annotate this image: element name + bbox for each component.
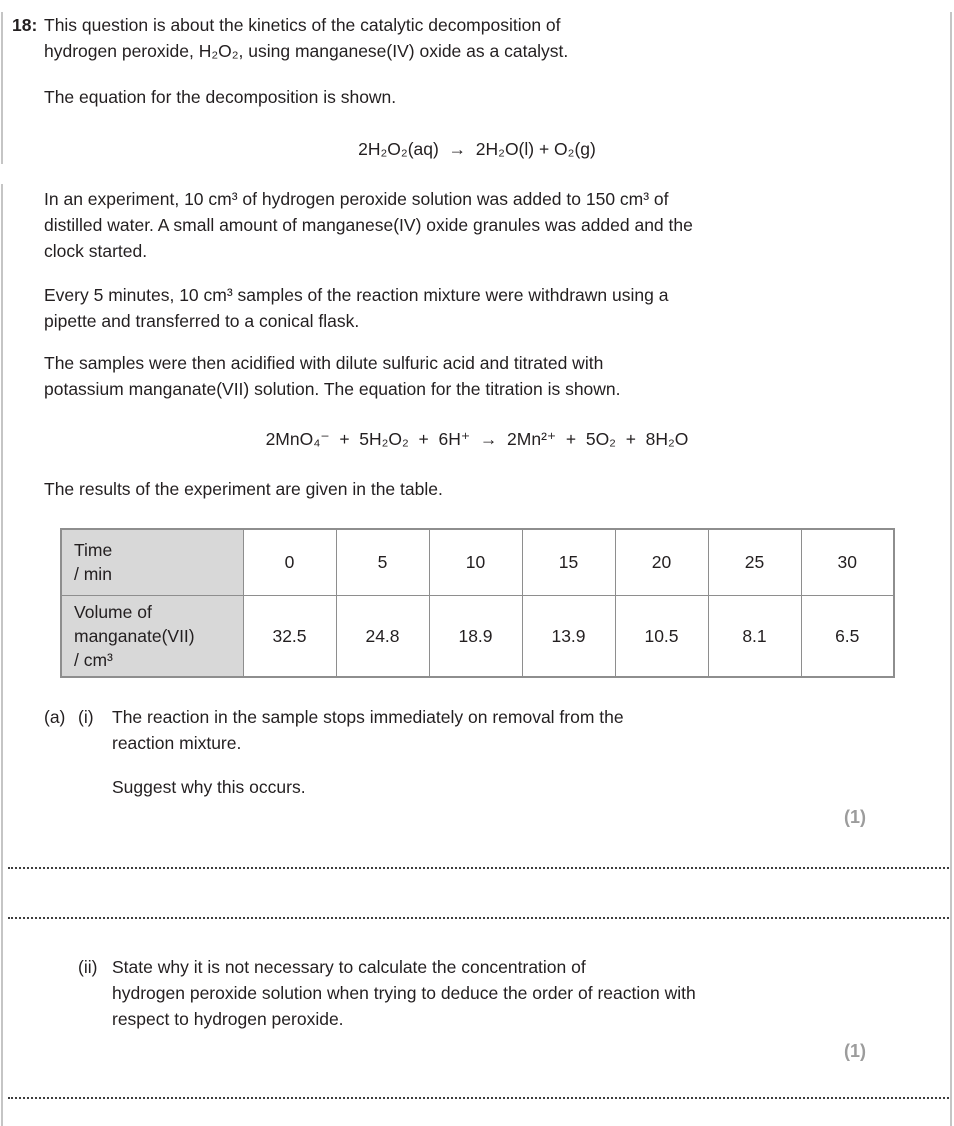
question-number: 18: (12, 15, 38, 35)
text-line: distilled water. A small amount of manganese(IV) oxide granules was added and the (44, 215, 693, 235)
table-row-time (61, 529, 894, 595)
table-cell: 13.9 (522, 595, 615, 677)
table-cell: 10.5 (615, 595, 708, 677)
text-line: potassium manganate(VII) solution. The equation for the titration is shown. (44, 379, 621, 399)
part-a-i (44, 704, 894, 756)
table-header-label: manganate(VII) (74, 625, 195, 646)
experiment-paragraph (44, 186, 898, 264)
table-cell: 25 (708, 529, 801, 595)
answer-line (8, 867, 949, 869)
text-line: The reaction in the sample stops immediately on removal from the (112, 707, 624, 727)
table-cell: 10 (429, 529, 522, 595)
text-line: reaction mixture. (112, 733, 242, 753)
table-cell: 30 (801, 529, 894, 595)
text-line: hydrogen peroxide solution when trying to deduce the order of reaction with (112, 983, 696, 1003)
part-ii-text (112, 954, 894, 1032)
page-border-left-upper (1, 12, 3, 164)
text-line: This question is about the kinetics of the catalytic decomposition of (44, 15, 561, 35)
answer-line (8, 1097, 949, 1099)
part-i-label: (i) (78, 707, 94, 727)
text-line: In an experiment, 10 cm³ of hydrogen peroxide solution was added to 150 cm³ of (44, 189, 669, 209)
marks-part-i: (1) (844, 807, 866, 827)
part-i-prompt: Suggest why this occurs. (112, 777, 306, 797)
part-ii-label: (ii) (78, 957, 98, 977)
text-line: State why it is not necessary to calculate the concentration of (112, 957, 586, 977)
table-cell: 32.5 (243, 595, 336, 677)
table-header-unit: / cm³ (74, 649, 113, 670)
question-intro-text (44, 12, 898, 64)
table-cell: 15 (522, 529, 615, 595)
page-border-right (950, 12, 952, 1126)
table-cell: 8.1 (708, 595, 801, 677)
question-intro (12, 12, 898, 64)
titration-equation: 2MnO₄⁻ + 5H₂O₂ + 6H⁺ → 2Mn²⁺ + 5O₂ + 8H₂O (265, 429, 689, 449)
decomposition-equation-intro: The equation for the decomposition is shown. (44, 87, 397, 107)
answer-line (8, 917, 949, 919)
results-table (60, 528, 895, 678)
table-cell: 6.5 (801, 595, 894, 677)
text-line: The samples were then acidified with dilute sulfuric acid and titrated with (44, 353, 604, 373)
table-cell: 18.9 (429, 595, 522, 677)
table-row-volume (61, 595, 894, 677)
part-i-text (112, 704, 894, 756)
decomposition-equation: 2H₂O₂(aq) → 2H₂O(l) + O₂(g) (358, 139, 596, 159)
page-border-left-lower (1, 184, 3, 1126)
table-header-unit: / min (74, 564, 112, 585)
text-line: Every 5 minutes, 10 cm³ samples of the reaction mixture were withdrawn using a (44, 285, 669, 305)
text-line: clock started. (44, 241, 148, 261)
sampling-paragraph (44, 282, 898, 334)
titration-paragraph (44, 350, 898, 402)
table-cell: 5 (336, 529, 429, 595)
results-intro: The results of the experiment are given in the table. (44, 479, 443, 499)
table-cell: 24.8 (336, 595, 429, 677)
text-line: pipette and transferred to a conical flask. (44, 311, 360, 331)
table-header-volume (61, 595, 243, 677)
table-cell: 20 (615, 529, 708, 595)
part-a-label: (a) (44, 707, 66, 727)
table-header-label: Time (74, 540, 113, 561)
marks-part-ii: (1) (844, 1041, 866, 1061)
table-header-label: Volume of (74, 601, 152, 622)
table-header-time (61, 529, 243, 595)
text-line: hydrogen peroxide, H₂O₂, using manganese(IV) oxide as a catalyst. (44, 41, 569, 61)
text-line: respect to hydrogen peroxide. (112, 1009, 344, 1029)
part-a-ii (78, 954, 894, 1032)
table-cell: 0 (243, 529, 336, 595)
